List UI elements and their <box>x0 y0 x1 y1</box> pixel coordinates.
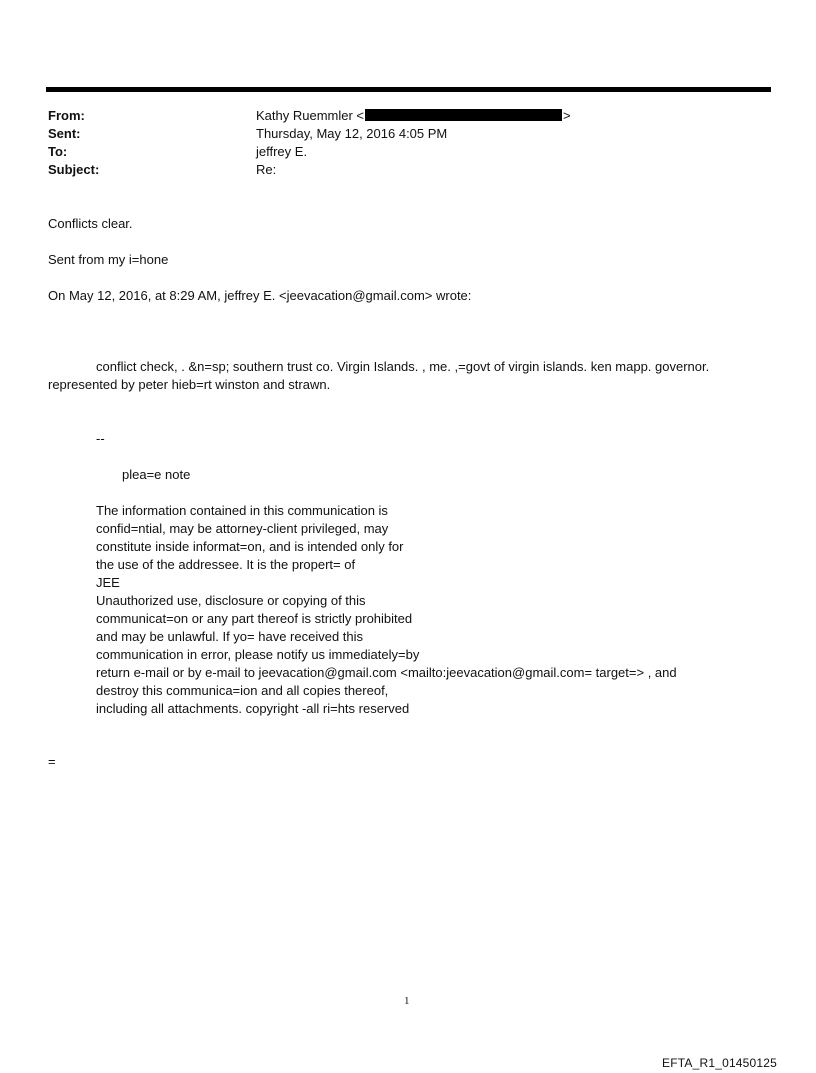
sent-value: Thursday, May 12, 2016 4:05 PM <box>256 126 448 141</box>
signature-line: Sent from my i=hone <box>48 252 169 267</box>
disclaimer-line: JEE <box>96 575 120 590</box>
disclaimer-line: confid=ntial, may be attorney-client privileged, may <box>96 521 389 536</box>
disclaimer-line: The information contained in this communication is <box>96 503 388 518</box>
from-name: Kathy Ruemmler < <box>256 108 365 123</box>
header-rule <box>46 87 771 92</box>
document-id: EFTA_R1_01450125 <box>662 1056 778 1070</box>
page-number: 1 <box>404 995 410 1007</box>
subject-label: Subject: <box>48 162 100 177</box>
subject-row <box>48 161 748 179</box>
to-value: jeffrey E. <box>256 144 308 159</box>
disclaimer-line: return e-mail or by e-mail to jeevacation@gmail.com <mailto:jeevacation@gmail.com= target=> , and <box>96 665 677 680</box>
disclaimer-line: communication in error, please notify us immediately=by <box>96 647 420 662</box>
disclaimer-line: communicat=on or any part thereof is strictly prohibited <box>96 611 413 626</box>
reply-line: Conflicts clear. <box>48 216 133 231</box>
quoted-line-2: represented by peter hieb=rt winston and strawn. <box>48 377 331 392</box>
disclaimer-line: the use of the addressee. It is the propert= of <box>96 557 356 572</box>
disclaimer-line: constitute inside informat=on, and is intended only for <box>96 539 404 554</box>
redaction-bar <box>365 109 562 121</box>
from-close-bracket: > <box>563 108 571 123</box>
trailing-mark: = <box>48 754 56 769</box>
from-label: From: <box>48 108 85 123</box>
signature-separator: -- <box>96 431 105 446</box>
sent-row <box>48 125 748 143</box>
disclaimer-line: Unauthorized use, disclosure or copying of this <box>96 593 366 608</box>
disclaimer-line: including all attachments. copyright -all ri=hts reserved <box>96 701 410 716</box>
quoted-line-1: conflict check, . &n=sp; southern trust co. Virgin Islands. , me. ,=govt of virgin islands. ken mapp. governor. <box>96 359 710 374</box>
quote-intro: On May 12, 2016, at 8:29 AM, jeffrey E. <jeevacation@gmail.com> wrote: <box>48 288 472 303</box>
subject-value: Re: <box>256 162 277 177</box>
note-heading: plea=e note <box>122 467 191 482</box>
from-value <box>256 107 571 125</box>
disclaimer-line: destroy this communica=ion and all copies thereof, <box>96 683 389 698</box>
disclaimer-line: and may be unlawful. If yo= have received this <box>96 629 364 644</box>
to-row <box>48 143 748 161</box>
sent-label: Sent: <box>48 126 81 141</box>
to-label: To: <box>48 144 68 159</box>
from-row <box>48 107 748 125</box>
